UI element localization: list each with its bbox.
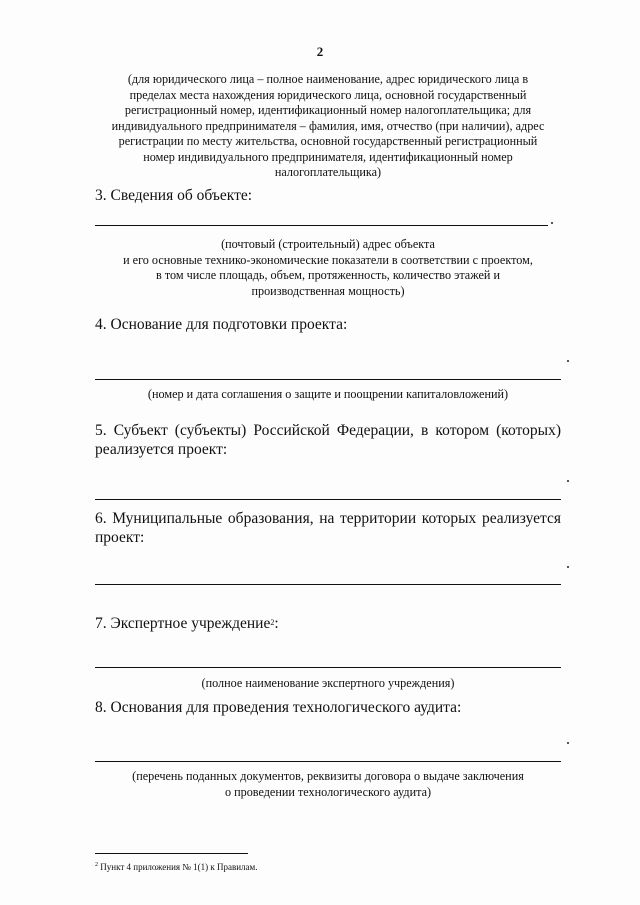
line-end-dot <box>567 742 569 744</box>
section-8-caption <box>95 769 561 800</box>
caption-line: о проведении технологического аудита) <box>224 784 432 799</box>
caption-line: производственная мощность) <box>251 283 405 298</box>
section-7-suffix: : <box>274 615 279 632</box>
caption-line: номер индивидуального предпринимателя, идентификационный номер <box>143 149 513 164</box>
caption-line: в том числе площадь, объем, протяженность, количество этажей и <box>156 268 500 282</box>
section-8-heading: 8. Основания для проведения технологического аудита: <box>95 699 462 716</box>
section-7-entry-line[interactable] <box>95 667 561 668</box>
caption-line: и его основные технико-экономические показатели в соответствии с проектом, <box>123 252 533 267</box>
caption-line: индивидуального предпринимателя – фамилия, имя, отчество (при наличии), адрес <box>111 118 545 133</box>
section-3-entry-line[interactable] <box>95 225 548 226</box>
section-7-heading <box>95 614 561 633</box>
line-end-dot <box>567 360 569 362</box>
caption-line: (для юридического лица – полное наименование, адрес юридического лица в <box>127 72 529 86</box>
caption-line: пределах места нахождения юридического лица, основной государственный <box>129 87 527 102</box>
page-number: 2 <box>316 44 324 59</box>
caption-line: (почтовый (строительный) адрес объекта <box>221 237 435 251</box>
section-7-title: 7. Экспертное учреждение <box>95 615 271 632</box>
section-5-entry-line[interactable] <box>95 499 561 500</box>
section-3-heading: 3. Сведения об объекте: <box>95 187 253 204</box>
footnote-marker: 2 <box>95 862 98 868</box>
caption-line: налогоплательщика) <box>274 165 382 179</box>
applicant-caption <box>95 72 561 181</box>
section-8-entry-line[interactable] <box>95 761 561 762</box>
section-4-heading: 4. Основание для подготовки проекта: <box>95 316 348 333</box>
section-7-caption: (полное наименование экспертного учреждения) <box>201 676 455 690</box>
footnote-ref: 2 <box>270 618 275 627</box>
section-6-entry-line[interactable] <box>95 584 561 585</box>
caption-line: (перечень поданных документов, реквизиты договора о выдаче заключения <box>132 769 524 783</box>
caption-line: регистрации по месту жительства, основной государственный регистрационный <box>118 134 538 148</box>
footnote <box>95 862 257 872</box>
section-5-heading: 5. Субъект (субъекты) Российской Федерации, в котором (которых) реализуется проект: <box>95 422 561 458</box>
section-6-heading: 6. Муниципальные образования, на территории которых реализуется проект: <box>95 510 561 546</box>
line-end-dot <box>567 480 569 482</box>
line-end-dot <box>567 566 569 568</box>
line-end-dot <box>551 222 553 224</box>
section-4-entry-line[interactable] <box>95 379 561 380</box>
section-4-caption: (номер и дата соглашения о защите и поощрении капиталовложений) <box>147 387 509 401</box>
footnote-separator <box>95 853 248 854</box>
caption-line: регистрационный номер, идентификационный номер налогоплательщика; для <box>124 103 532 117</box>
footnote-text: Пункт 4 приложения № 1(1) к Правилам. <box>98 862 258 872</box>
section-3-caption <box>95 237 561 299</box>
